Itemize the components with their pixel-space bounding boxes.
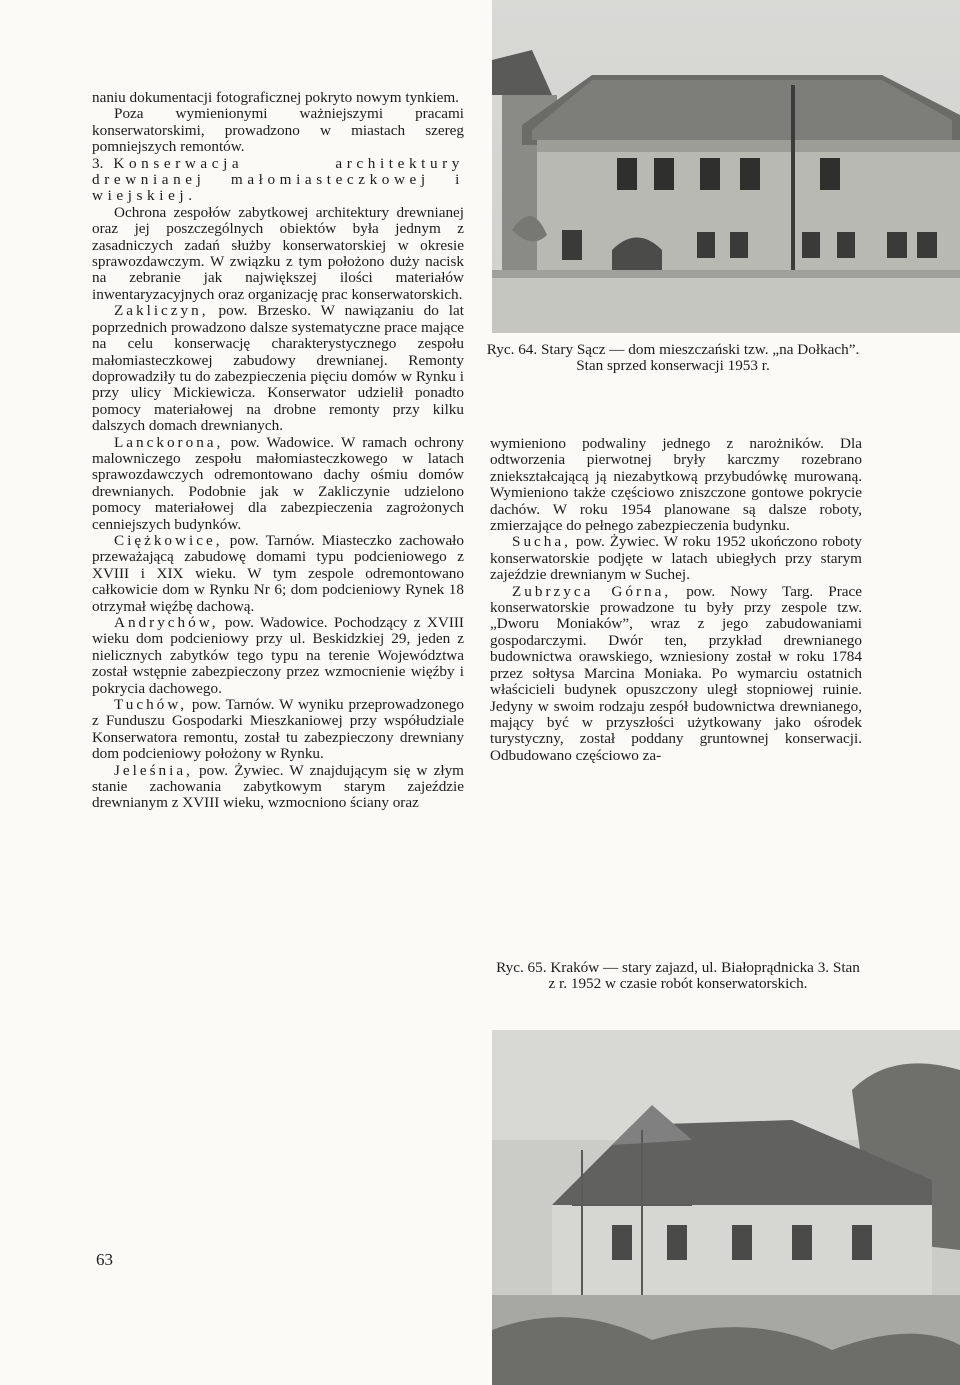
section-number: 3. [92,154,104,172]
entry-text: pow. Wadowice. W ramach ochrony malowniczego zespołu małomiasteczkowego w latach sprawozdawczych odremontowano dachy ośmiu domów drewnianych. Podobnie jak w Zakliczynie udzielono pomocy materiałowej dla zabezpieczenia zagrożonych cenniejszych budynków. [92,433,464,533]
paragraph: Poza wymienionymi ważniejszymi pracami konserwatorskimi, prowadzono w miastach szereg pomniejszych remontów. [92,105,464,156]
place-name: Andrychów, [114,614,219,631]
entry-jelesnia [92,763,464,812]
entry-text: pow. Tarnów. Miasteczko zachowało przeważającą zabudowę domami typu podcieniowego z XVIII i XIX wieku. W tym zespole odremontowano całkowicie dom w Rynku Nr 6; dom podcieniowy Rynek 18 otrzymał więźbę dachową. [92,531,464,615]
photo-stary-sacz-house [492,0,960,333]
entry-tuchow [92,697,464,763]
paragraph: Ochrona zespołów zabytkowej architektury drewnianej oraz jej poszczególnych obiektów była jednym z zasadniczych zadań służby konserwatorskiej w okresie sprawozdawczym. W związku z tym położono duży nacisk na zebranie jak największej ilości materiałów inwentaryzacyjnych oraz organizację prac konserwatorskich. [92,203,464,303]
place-name: Zubrzyca Górna, [512,582,672,600]
left-column [92,90,464,812]
place-name: Sucha, [512,533,571,551]
entry-text: pow. Brzesko. W nawiązaniu do lat poprzednich prowadzono dalsze systematyczne prace mające na celu konserwację charakterystycznego zespołu małomiasteczkowej zabudowy drewnianej. Remonty doprowadziły tu do zabezpieczenia pięciu domów w Rynku i przy ulicy Mickiewicza. Konserwator udzielił ponadto pomocy materiałowej na drobne remonty przy kilku dalszych domach drewnianych. [92,302,464,435]
entry-zubrzyca [490,584,862,764]
entry-text: pow. Tarnów. W wyniku przeprowadzonego z Funduszu Gospodarki Mieszkaniowej przy współudziale Konserwatora remontu, został tu zabezpieczony drewniany dom podcieniowy położony w Rynku. [92,696,464,763]
entry-text: pow. Nowy Targ. Prace konserwatorskie prowadzone tu były przy zespole tzw. „Dworu Moniaków”, wraz z jego zabudowaniami gospodarczymi. Dwór ten, przykład drewnianego budownictwa orawskiego, wzniesiony został w roku 1784 przez sołtysa Marcina Moniaka. Po wymarciu ostatnich właścicieli budynek opuszczony uległ stopniowej ruinie. Jedyny w swoim rodzaju zespół budownictwa drewnianego, mający być w przyszłości użytkowany jako ośrodek turystyczny, został poddany gruntownej konserwacji. Odbudowano częściowo za- [490,582,862,764]
entry-lanckorona [92,435,464,533]
right-column [490,436,862,764]
paragraph: naniu dokumentacji fotograficznej pokryto nowym tynkiem. [92,89,459,106]
place-name: Ciężkowice, [114,531,223,549]
entry-sucha [490,534,862,583]
paragraph: wymieniono podwaliny jednego z narożników. Dla odtworzenia pierwotnej bryły karczmy rozebrano zniekształcającą ją niezabytkową przybudówkę murowaną. Wymieniono także częściowo zniszczone gontowe pokrycie dachów. W roku 1954 planowane są dalsze roboty, zmierzające do pełnego zabezpieczenia budynku. [490,435,862,535]
page-number: 63 [96,1250,113,1269]
place-name: Tuchów, [114,696,188,714]
section-title: Konserwacja architektury drewnianej małomiasteczkowej i wiejskiej. [92,154,464,205]
caption-fig-64: Ryc. 64. Stary Sącz — dom mieszczański tzw. „na Dołkach”. Stan sprzed konserwacji 1953 r. [486,341,860,375]
entry-text: pow. Wadowice. Pochodzący z XVIII wieku dom podcieniowy przy ul. Beskidzkiej 29, jeden z nielicznych zabytków tego typu na terenie Województwa został wstępnie zabezpieczony przez wzmocnienie więźby i pokrycia dachowego. [92,614,464,697]
place-name: Lanckorona, [114,433,224,451]
section-heading [92,156,464,205]
entry-ciezkowice [92,533,464,615]
entry-text: pow. Żywiec. W roku 1952 ukończono roboty konserwatorskie podjęte w latach ubiegłych przy starym zajeździe drewnianym w Suchej. [490,533,862,584]
entry-zakliczyn [92,303,464,434]
place-name: Zakliczyn, [114,302,209,320]
entry-text: pow. Żywiec. W znajdującym się w złym stanie zachowania zabytkowym starym zajeździe drewnianym z XVIII wieku, wzmocniono ściany oraz [92,761,464,812]
place-name: Jeleśnia, [114,761,193,779]
photo-krakow-inn [492,1030,960,1385]
entry-andrychow [92,615,464,697]
caption-fig-65: Ryc. 65. Kraków — stary zajazd, ul. Białoprądnicka 3. Stan z r. 1952 w czasie robót konserwatorskich. [496,959,860,993]
